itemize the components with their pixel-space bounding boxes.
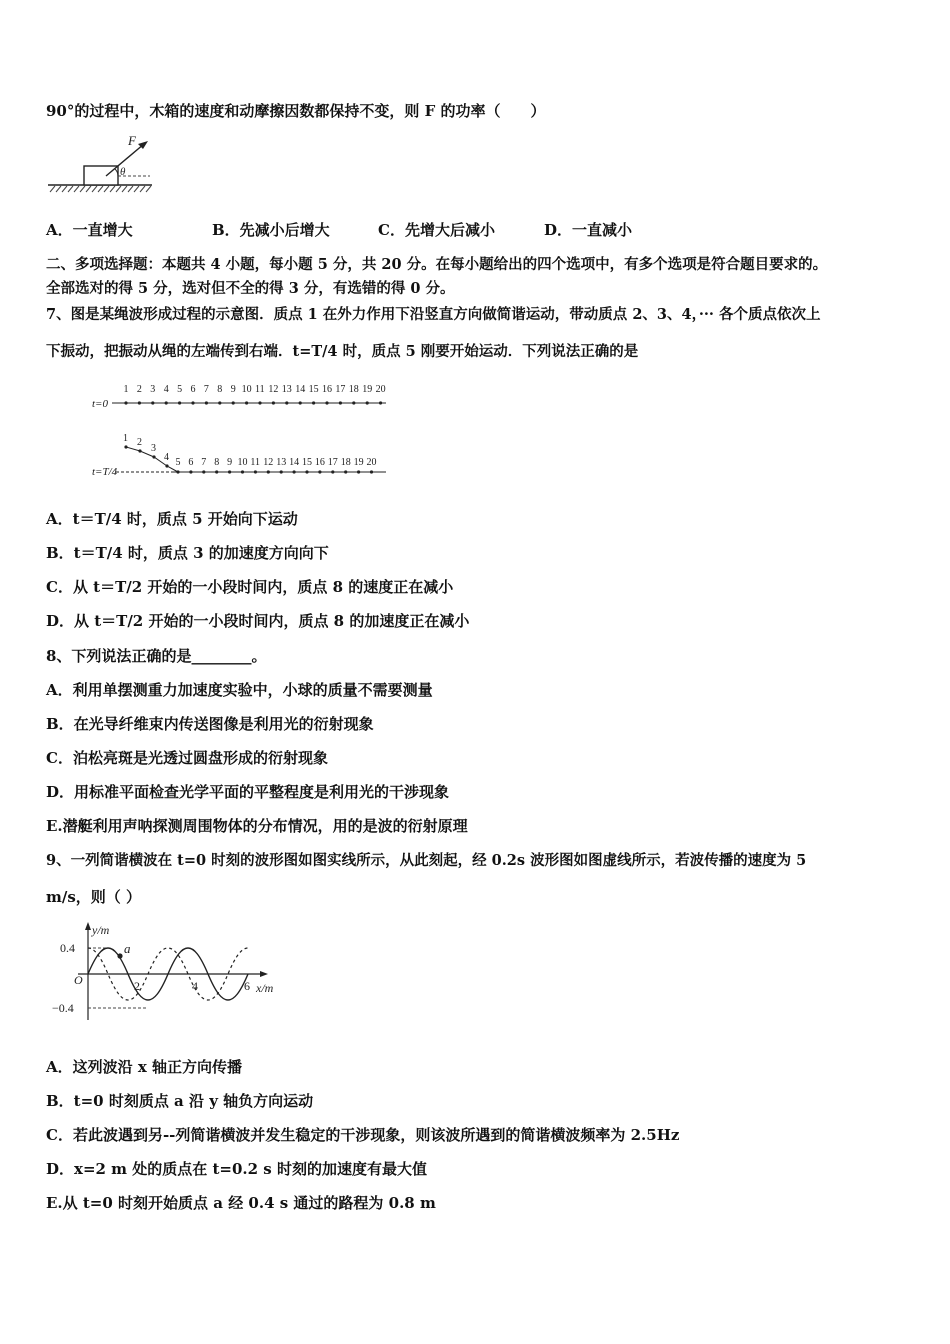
row2-number: 17 — [327, 457, 338, 468]
q8-stem: 8、下列说法正确的是________。 — [46, 647, 267, 665]
q9-option-e[interactable]: E.从 t=0 时刻开始质点 a 经 0.4 s 通过的路程为 0.8 m — [46, 1194, 436, 1212]
row2-number: 13 — [276, 457, 287, 468]
row2-particle — [215, 470, 218, 473]
row2-particle — [293, 470, 296, 473]
q8-option-a[interactable]: A．利用单摆测重力加速度实验中，小球的质量不需要测量 — [46, 681, 433, 699]
q7-option-b[interactable]: B．t＝T/4 时，质点 3 的加速度方向向下 — [46, 544, 329, 562]
q9-option-c[interactable]: C．若此波遇到另--列简谐横波并发生稳定的干涉现象，则该波所遇到的简谐横波频率为 2.5Hz — [46, 1126, 680, 1144]
angle-label: θ — [120, 166, 126, 178]
row2-number: 14 — [289, 457, 300, 468]
row1-particle — [285, 401, 288, 404]
wooden-box — [84, 166, 118, 185]
row1-particle — [124, 401, 127, 404]
row1-number: 1 — [123, 384, 129, 395]
row1-number: 3 — [150, 384, 156, 395]
origin-label: O — [74, 973, 83, 987]
row1-number: 15 — [308, 384, 319, 395]
row2-number: 8 — [214, 457, 220, 468]
row2-number: 2 — [137, 437, 142, 448]
q9-stem-line1: 9、一列简谐横波在 t=0 时刻的波形图如图实线所示，从此刻起，经 0.2s 波形图如图虚线所示，若波传播的速度为 5 — [46, 852, 807, 869]
q9-option-d[interactable]: D．x=2 m 处的质点在 t=0.2 s 时刻的加速度有最大值 — [46, 1160, 427, 1178]
q6-options — [46, 220, 632, 240]
row2-number: 10 — [237, 457, 248, 468]
row1-number: 10 — [241, 384, 252, 395]
row2-particle — [318, 470, 321, 473]
row2-particle — [370, 470, 373, 473]
x-axis-label: x/m — [256, 981, 274, 995]
section2-line1: 二、多项选择题：本题共 4 小题，每小题 5 分，共 20 分。在每小题给出的四个选项中，有多个选项是符合题目要求的。 — [46, 256, 828, 273]
row2-particle — [331, 470, 334, 473]
row2-particle — [228, 470, 231, 473]
row2-number: 11 — [250, 457, 261, 468]
row1-number: 19 — [362, 384, 373, 395]
row2-particle — [124, 445, 127, 448]
section2-line2: 全部选对的得 5 分，选对但不全的得 3 分，有选错的得 0 分。 — [46, 280, 455, 297]
q6-option-a[interactable]: A．一直增大 — [46, 221, 133, 239]
row2-number: 3 — [151, 443, 156, 454]
row1-particle — [232, 401, 235, 404]
row2-particle — [138, 449, 141, 452]
row2-particle — [152, 455, 155, 458]
row1-particle — [352, 401, 355, 404]
row1-particle — [245, 401, 248, 404]
row1-number: 5 — [177, 384, 183, 395]
row1-number: 12 — [268, 384, 279, 395]
row1-particle — [165, 401, 168, 404]
q8-option-b[interactable]: B．在光导纤维束内传送图像是利用光的衍射现象 — [46, 715, 374, 733]
q9-stem-line2: m/s，则（ ） — [46, 888, 142, 906]
q6-force-figure — [44, 132, 164, 200]
row1-number: 7 — [203, 384, 209, 395]
row1-number: 17 — [335, 384, 346, 395]
y-axis-label: y/m — [92, 923, 110, 937]
row1-particle — [151, 401, 154, 404]
q7-stem-line1: 7、图是某绳波形成过程的示意图．质点 1 在外力作用下沿竖直方向做简谐运动，带动质点 2、3、4，··· 各个质点依次上 — [46, 306, 821, 323]
row1-particle — [191, 401, 194, 404]
row1-number: 20 — [375, 384, 386, 395]
row2-number: 4 — [164, 452, 169, 463]
q6-stem-tail: 90°的过程中，木箱的速度和动摩擦因数都保持不变，则 F 的功率（ ） — [46, 102, 546, 120]
row1-number: 8 — [217, 384, 223, 395]
row2-number: 1 — [123, 433, 128, 444]
q7-stem-line2: 下振动，把振动从绳的左端传到右端．t=T/4 时，质点 5 刚要开始运动．下列说法正确的是 — [46, 343, 639, 360]
row2-number: 7 — [201, 457, 207, 468]
row2-particle — [267, 470, 270, 473]
q8-option-d[interactable]: D．用标准平面检查光学平面的平整程度是利用光的干涉现象 — [46, 783, 450, 801]
row2-number: 6 — [188, 457, 194, 468]
row2-number: 16 — [314, 457, 325, 468]
row1-number: 9 — [230, 384, 236, 395]
xtick-2: 2 — [134, 979, 140, 993]
row1-number: 14 — [295, 384, 306, 395]
row1-particle — [272, 401, 275, 404]
row1-particle — [205, 401, 208, 404]
label-t1: t=T/4 — [92, 466, 118, 478]
q6-option-b[interactable]: B．先减小后增大 — [212, 221, 330, 239]
row2-particle — [189, 470, 192, 473]
point-a-label: a — [124, 941, 131, 956]
row2-number: 5 — [175, 457, 181, 468]
row1-particle — [178, 401, 181, 404]
row2-number: 12 — [263, 457, 274, 468]
row1-particle — [218, 401, 221, 404]
row2-particle — [254, 470, 257, 473]
row1-particle — [366, 401, 369, 404]
row2-particle — [241, 470, 244, 473]
row2-particle — [357, 470, 360, 473]
row1-particle — [325, 401, 328, 404]
point-a — [117, 953, 122, 958]
row1-particle — [258, 401, 261, 404]
row1-particle — [339, 401, 342, 404]
label-t0: t=0 — [92, 398, 108, 410]
q9-option-a[interactable]: A．这列波沿 x 轴正方向传播 — [46, 1058, 243, 1076]
q7-rope-wave-figure — [90, 380, 400, 485]
row1-number: 16 — [322, 384, 332, 395]
row1-number: 13 — [281, 384, 292, 395]
q7-option-d[interactable]: D．从 t＝T/2 开始的一小段时间内，质点 8 的加速度正在减小 — [46, 612, 470, 630]
row1-number: 4 — [163, 384, 169, 395]
ytick-top: 0.4 — [60, 941, 75, 955]
q7-option-a[interactable]: A．t＝T/4 时，质点 5 开始向下运动 — [46, 510, 298, 528]
xtick-4: 4 — [192, 979, 198, 993]
row1-particle — [299, 401, 302, 404]
row1-number: 18 — [348, 384, 359, 395]
xtick-6: 6 — [244, 979, 250, 993]
force-label: F — [128, 133, 136, 148]
row2-number: 19 — [353, 457, 364, 468]
row1-number: 6 — [190, 384, 196, 395]
row1-particle — [379, 401, 382, 404]
q9-option-b[interactable]: B．t=0 时刻质点 a 沿 y 轴负方向运动 — [46, 1092, 314, 1110]
row2-particle — [176, 470, 179, 473]
row2-particle — [202, 470, 205, 473]
row2-particle — [344, 470, 347, 473]
row2-particle — [305, 470, 308, 473]
q6-option-d[interactable]: D．一直减小 — [544, 221, 633, 239]
q9-wave-figure — [52, 920, 292, 1026]
row2-number: 15 — [302, 457, 312, 468]
row1-particle — [312, 401, 315, 404]
q8-option-c[interactable]: C．泊松亮斑是光透过圆盘形成的衍射现象 — [46, 749, 328, 767]
q6-option-c[interactable]: C．先增大后减小 — [378, 221, 495, 239]
row1-number: 2 — [136, 384, 142, 395]
row2-particle — [165, 464, 168, 467]
row1-number: 11 — [255, 384, 265, 395]
row2-particle — [280, 470, 283, 473]
ytick-bottom: −0.4 — [52, 1001, 74, 1015]
row2-number: 20 — [366, 457, 377, 468]
q8-option-e[interactable]: E.潜艇利用声呐探测周围物体的分布情况，用的是波的衍射原理 — [46, 817, 468, 835]
row2-number: 18 — [340, 457, 351, 468]
row2-number: 9 — [227, 457, 233, 468]
q7-option-c[interactable]: C．从 t＝T/2 开始的一小段时间内，质点 8 的速度正在减小 — [46, 578, 454, 596]
row1-particle — [138, 401, 141, 404]
